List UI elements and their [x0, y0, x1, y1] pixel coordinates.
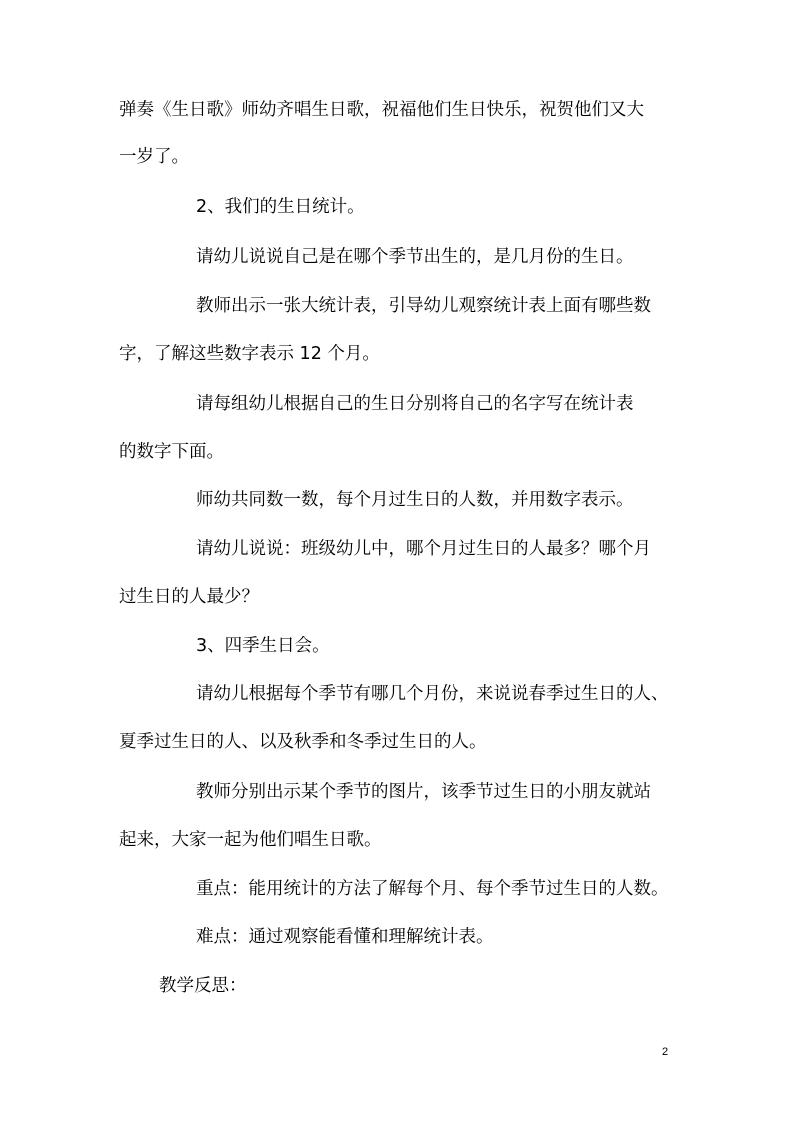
- key-point: 重点：能用统计的方法了解每个月、每个季节过生日的人数。: [196, 879, 669, 899]
- text-line: 一岁了。: [119, 147, 189, 167]
- text-line: 请幼儿说说自己是在哪个季节出生的，是几月份的生日。: [196, 247, 634, 267]
- section-heading: 2、我们的生日统计。: [196, 197, 365, 217]
- text-line: 师幼共同数一数，每个月过生日的人数，并用数字表示。: [196, 490, 634, 510]
- text-line: 请每组幼儿根据自己的生日分别将自己的名字写在统计表: [196, 394, 634, 414]
- text-line: 起来，大家一起为他们唱生日歌。: [119, 830, 382, 850]
- difficult-point: 难点：通过观察能看懂和理解统计表。: [196, 927, 494, 947]
- text-line: 字，了解这些数字表示 12 个月。: [119, 344, 380, 364]
- section-heading: 3、四季生日会。: [196, 636, 330, 656]
- section-heading: 教学反思：: [159, 976, 247, 996]
- text-line: 弹奏《生日歌》师幼齐唱生日歌，祝福他们生日快乐，祝贺他们又大: [119, 100, 644, 120]
- text-line: 请幼儿根据每个季节有哪几个月份，来说说春季过生日的人、: [196, 684, 669, 704]
- text-line: 过生日的人最少？: [119, 587, 259, 607]
- page-number: 2: [662, 1046, 669, 1058]
- text-line: 请幼儿说说：班级幼儿中，哪个月过生日的人最多？哪个月: [196, 539, 651, 559]
- text-line: 夏季过生日的人、以及秋季和冬季过生日的人。: [119, 732, 487, 752]
- text-line: 教师分别出示某个季节的图片，该季节过生日的小朋友就站: [196, 782, 651, 802]
- text-line: 教师出示一张大统计表，引导幼儿观察统计表上面有哪些数: [196, 296, 651, 316]
- text-line: 的数字下面。: [119, 442, 224, 462]
